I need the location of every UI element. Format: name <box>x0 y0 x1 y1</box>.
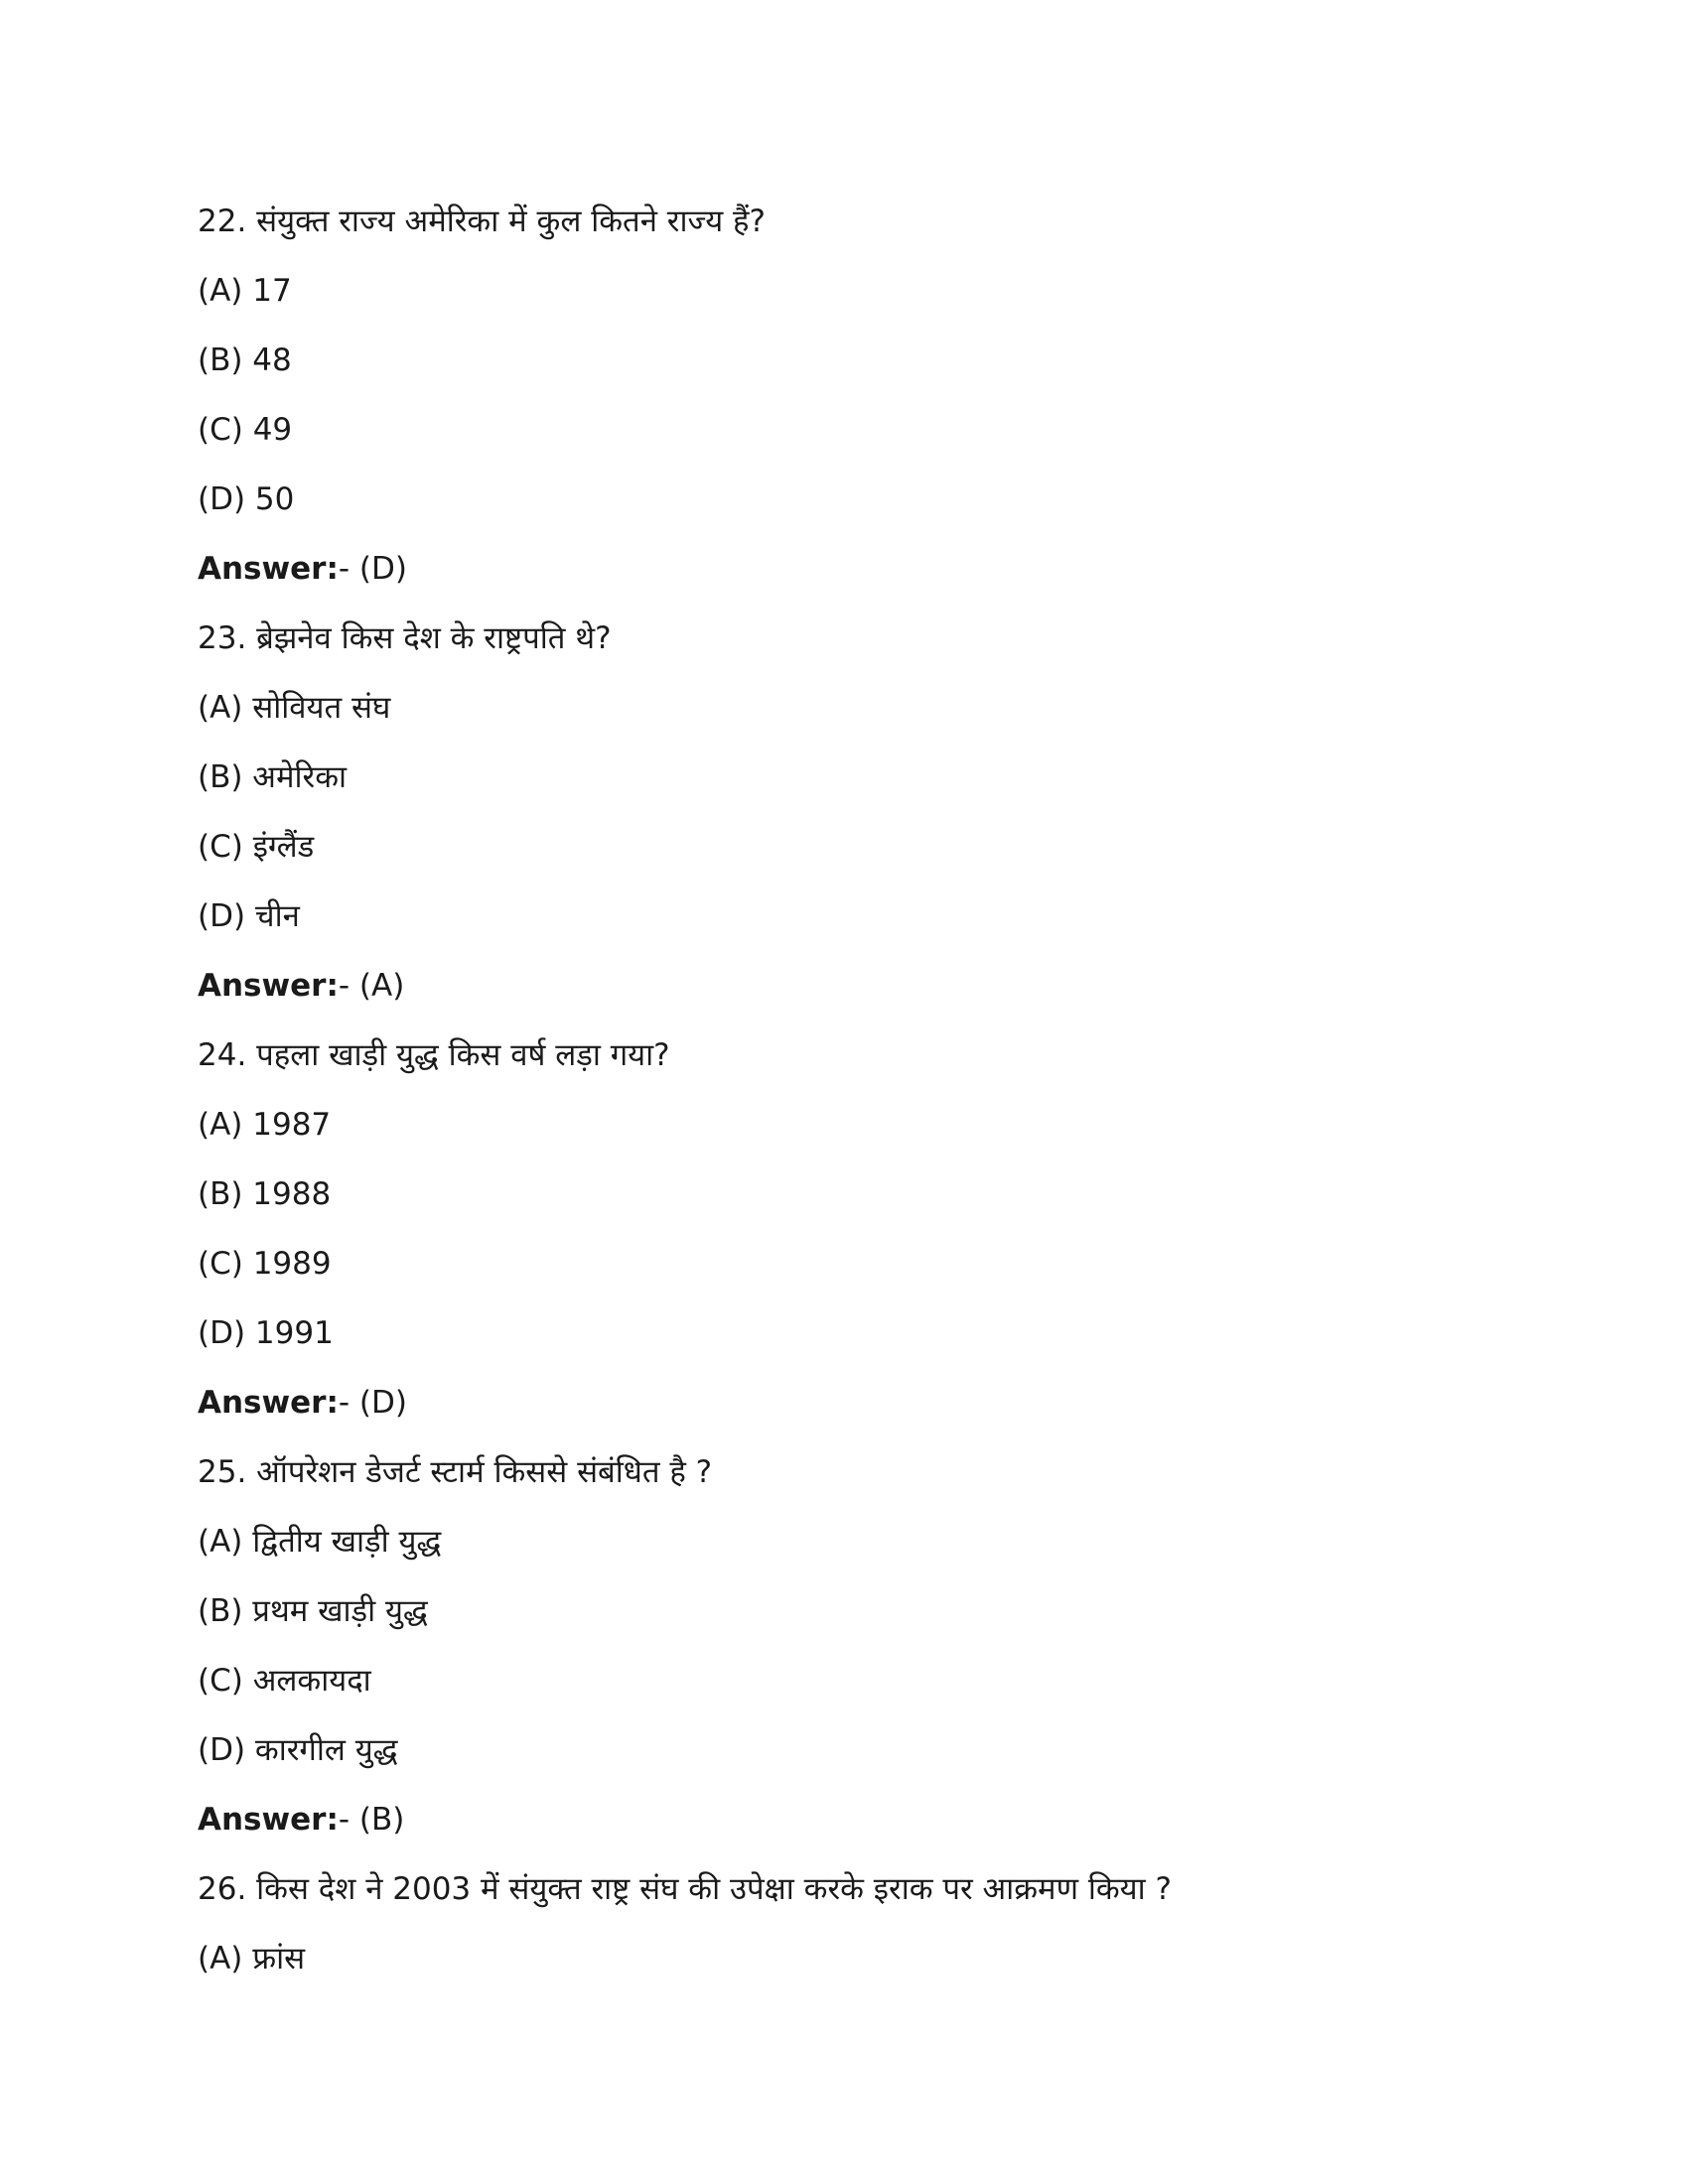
option-d: (D) 1991 <box>198 1315 334 1351</box>
option-a: (A) 1987 <box>198 1107 332 1143</box>
question-text: 24. पहला खाड़ी युद्ध किस वर्ष लड़ा गया? <box>198 1037 670 1073</box>
answer-line <box>198 542 1588 612</box>
option-b: (B) प्रथम खाड़ी युद्ध <box>198 1593 428 1629</box>
option-a: (A) 17 <box>198 273 292 309</box>
option-d: (D) 50 <box>198 481 295 517</box>
answer-label: Answer: <box>198 968 339 1004</box>
answer-value: - (D) <box>338 1385 407 1421</box>
option-d: (D) कारगील युद्ध <box>198 1732 398 1768</box>
option-c: (C) 49 <box>198 412 293 448</box>
answer-value: - (D) <box>338 551 407 587</box>
question-text: 22. संयुक्त राज्य अमेरिका में कुल कितने राज्य हैं? <box>198 204 766 239</box>
option-b: (B) 1988 <box>198 1176 332 1212</box>
answer-label: Answer: <box>198 1385 339 1421</box>
answer-label: Answer: <box>198 551 339 587</box>
option-c: (C) अलकायदा <box>198 1663 371 1699</box>
answer-line <box>198 959 1588 1028</box>
question-text: 25. ऑपरेशन डेजर्ट स्टार्म किससे संबंधित है ? <box>198 1454 713 1490</box>
option-b: (B) अमेरिका <box>198 759 348 795</box>
option-b: (B) 48 <box>198 342 292 378</box>
question-text: 23. ब्रेझनेव किस देश के राष्ट्रपति थे? <box>198 620 612 656</box>
question-list <box>198 195 1588 2001</box>
option-a: (A) द्वितीय खाड़ी युद्ध <box>198 1524 442 1560</box>
answer-line <box>198 1376 1588 1445</box>
answer-line <box>198 1793 1588 1862</box>
answer-value: - (A) <box>338 968 405 1004</box>
option-a: (A) सोवियत संघ <box>198 690 391 726</box>
option-a: (A) फ्रांस <box>198 1941 306 1977</box>
option-d: (D) चीन <box>198 898 300 934</box>
option-c: (C) इंग्लैंड <box>198 829 315 865</box>
question-text: 26. किस देश ने 2003 में संयुक्त राष्ट्र संघ की उपेक्षा करके इराक पर आक्रमण किया ? <box>198 1871 1172 1907</box>
answer-value: - (B) <box>338 1802 405 1838</box>
answer-label: Answer: <box>198 1802 339 1838</box>
option-c: (C) 1989 <box>198 1246 332 1282</box>
